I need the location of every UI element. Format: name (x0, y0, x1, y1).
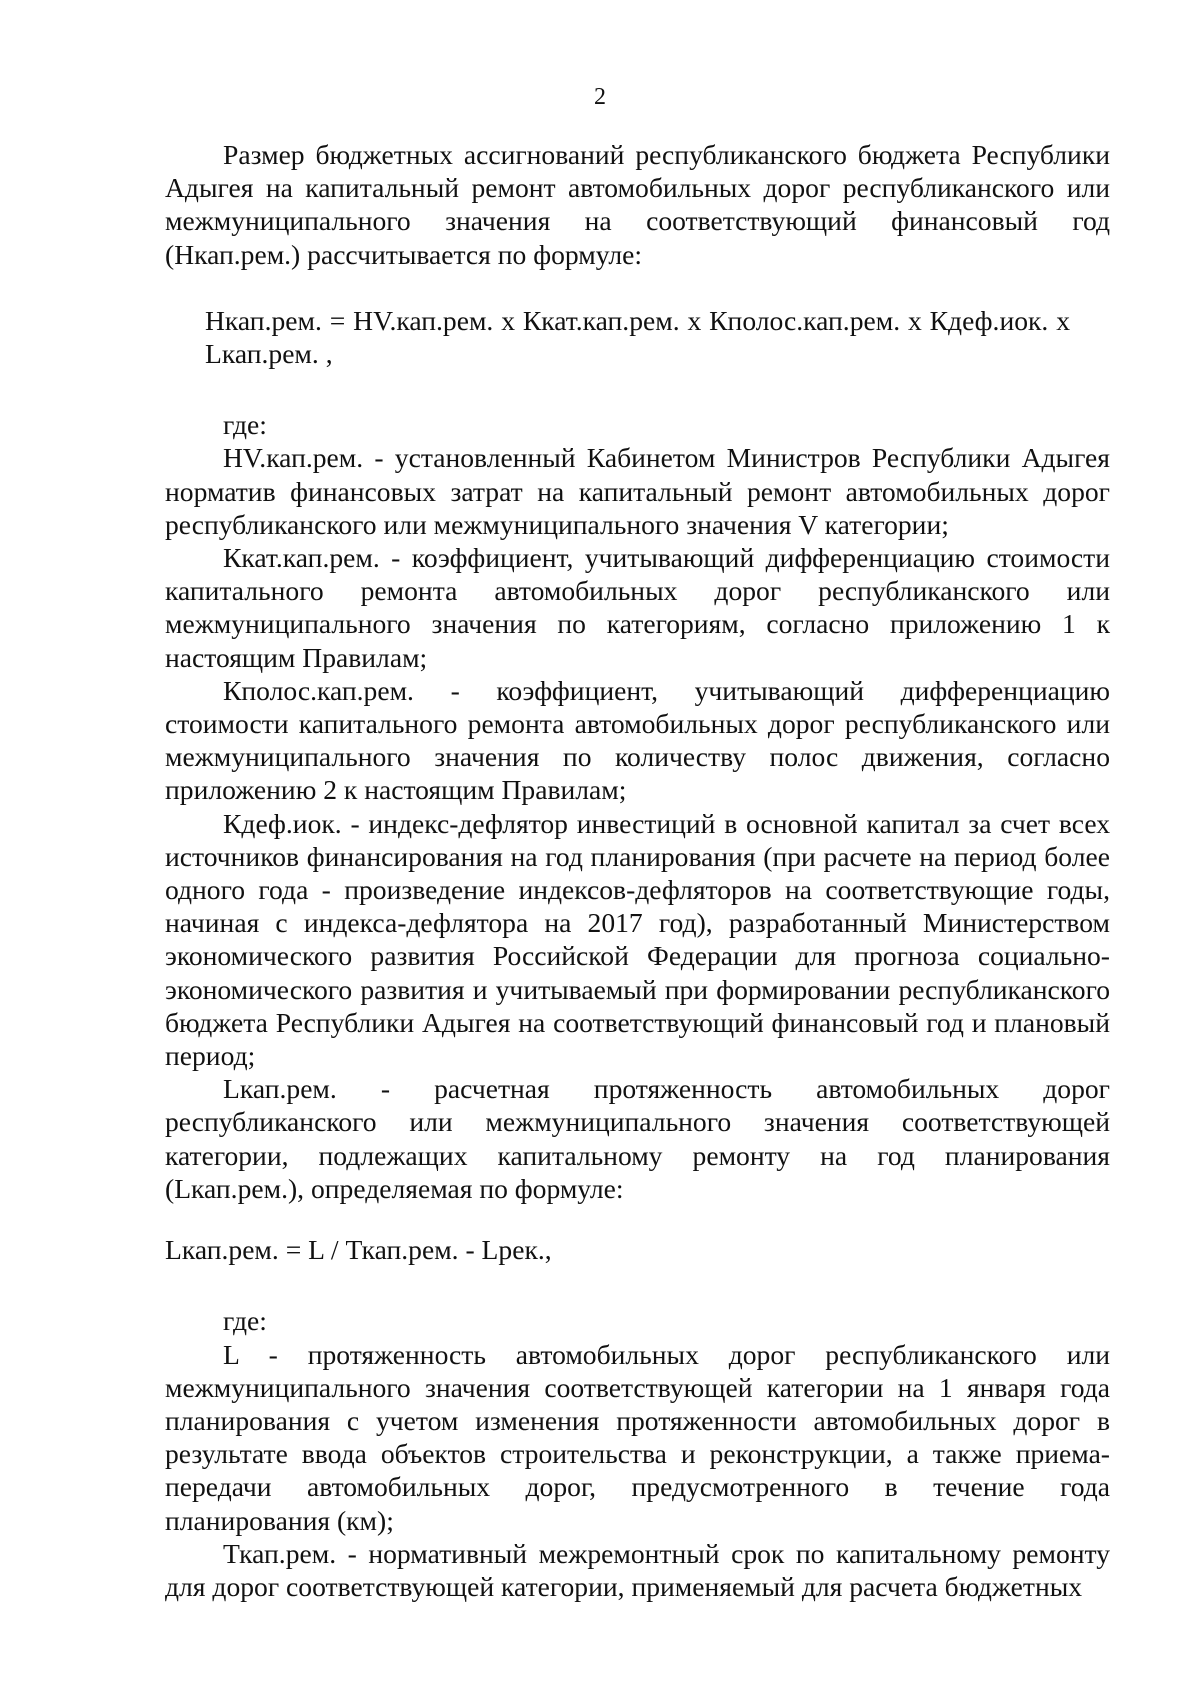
definition-hv-kap-rem: НV.кап.рем. - установленный Кабинетом Министров Республики Адыгея норматив финансовых затрат на капитальный ремонт автомобильных дорог республиканского или межмуниципального значения V категории; (165, 442, 1110, 540)
definition-l: L - протяженность автомобильных дорог республиканского или межмуниципального значения соответствующей категории на 1 января года планирования с учетом изменения протяженности автомобильных дорог в результате ввода объектов строительства и реконструкции, а также приема-передачи автомобильных дорог, предусмотренного в течение года планирования (км); (165, 1338, 1110, 1536)
definition-kkat-kap-rem: Ккат.кап.рем. - коэффициент, учитывающий дифференциацию стоимости капитального ремонта автомобильных дорог республиканского или межмуниципального значения по категориям, согласно приложению 1 к настоящим Правилам; (165, 542, 1110, 673)
definition-kdef-iok: Кдеф.иок. - индекс-дефлятор инвестиций в основной капитал за счет всех источников финансирования на год планирования (при расчете на период более одного года - произведение индексов-дефляторов на соответствующие годы, начиная с индекса-дефлятора на 2017 год), разработанный Министерством экономического развития Российской Федерации для прогноза социально-экономического развития и учитываемый при формировании республиканского бюджета Республики Адыгея на соответствующий финансовый год и плановый период; (165, 807, 1110, 1072)
definition-lkap-rem: Lкап.рем. - расчетная протяженность автомобильных дорог республиканского или межмуниципального значения соответствующей категории, подлежащих капитальному ремонту на год планирования (Lкап.рем.), определяемая по формуле: (165, 1073, 1110, 1204)
paragraph-where-2: где: (223, 1305, 267, 1337)
definition-kpolos-kap-rem: Кполос.кап.рем. - коэффициент, учитывающий дифференциацию стоимости капитального ремонта автомобильных дорог республиканского или межмуниципального значения по количеству полос движения, согласно приложению 2 к настоящим Правилам; (165, 674, 1110, 806)
paragraph-where-1: где: (223, 409, 267, 441)
paragraph-intro: Размер бюджетных ассигнований республиканского бюджета Республики Адыгея на капитальный ремонт автомобильных дорог республиканского или межмуниципального значения на соответствующий финансовый год (Нкап.рем.) рассчитывается по формуле: (165, 139, 1110, 270)
page-number: 2 (594, 84, 606, 110)
formula-lkap: Lкап.рем. = L / Ткап.рем. - Lрек., (165, 1234, 552, 1266)
document-body (165, 138, 1110, 1603)
definition-tkap-rem: Ткап.рем. - нормативный межремонтный срок по капитальному ремонту для дорог соответствующей категории, применяемый для расчета бюджетных (165, 1537, 1110, 1602)
formula-nkap: Нкап.рем. = НV.кап.рем. х Ккат.кап.рем. х Кполос.кап.рем. х Кдеф.иок. х Lкап.рем. , (205, 304, 1070, 370)
